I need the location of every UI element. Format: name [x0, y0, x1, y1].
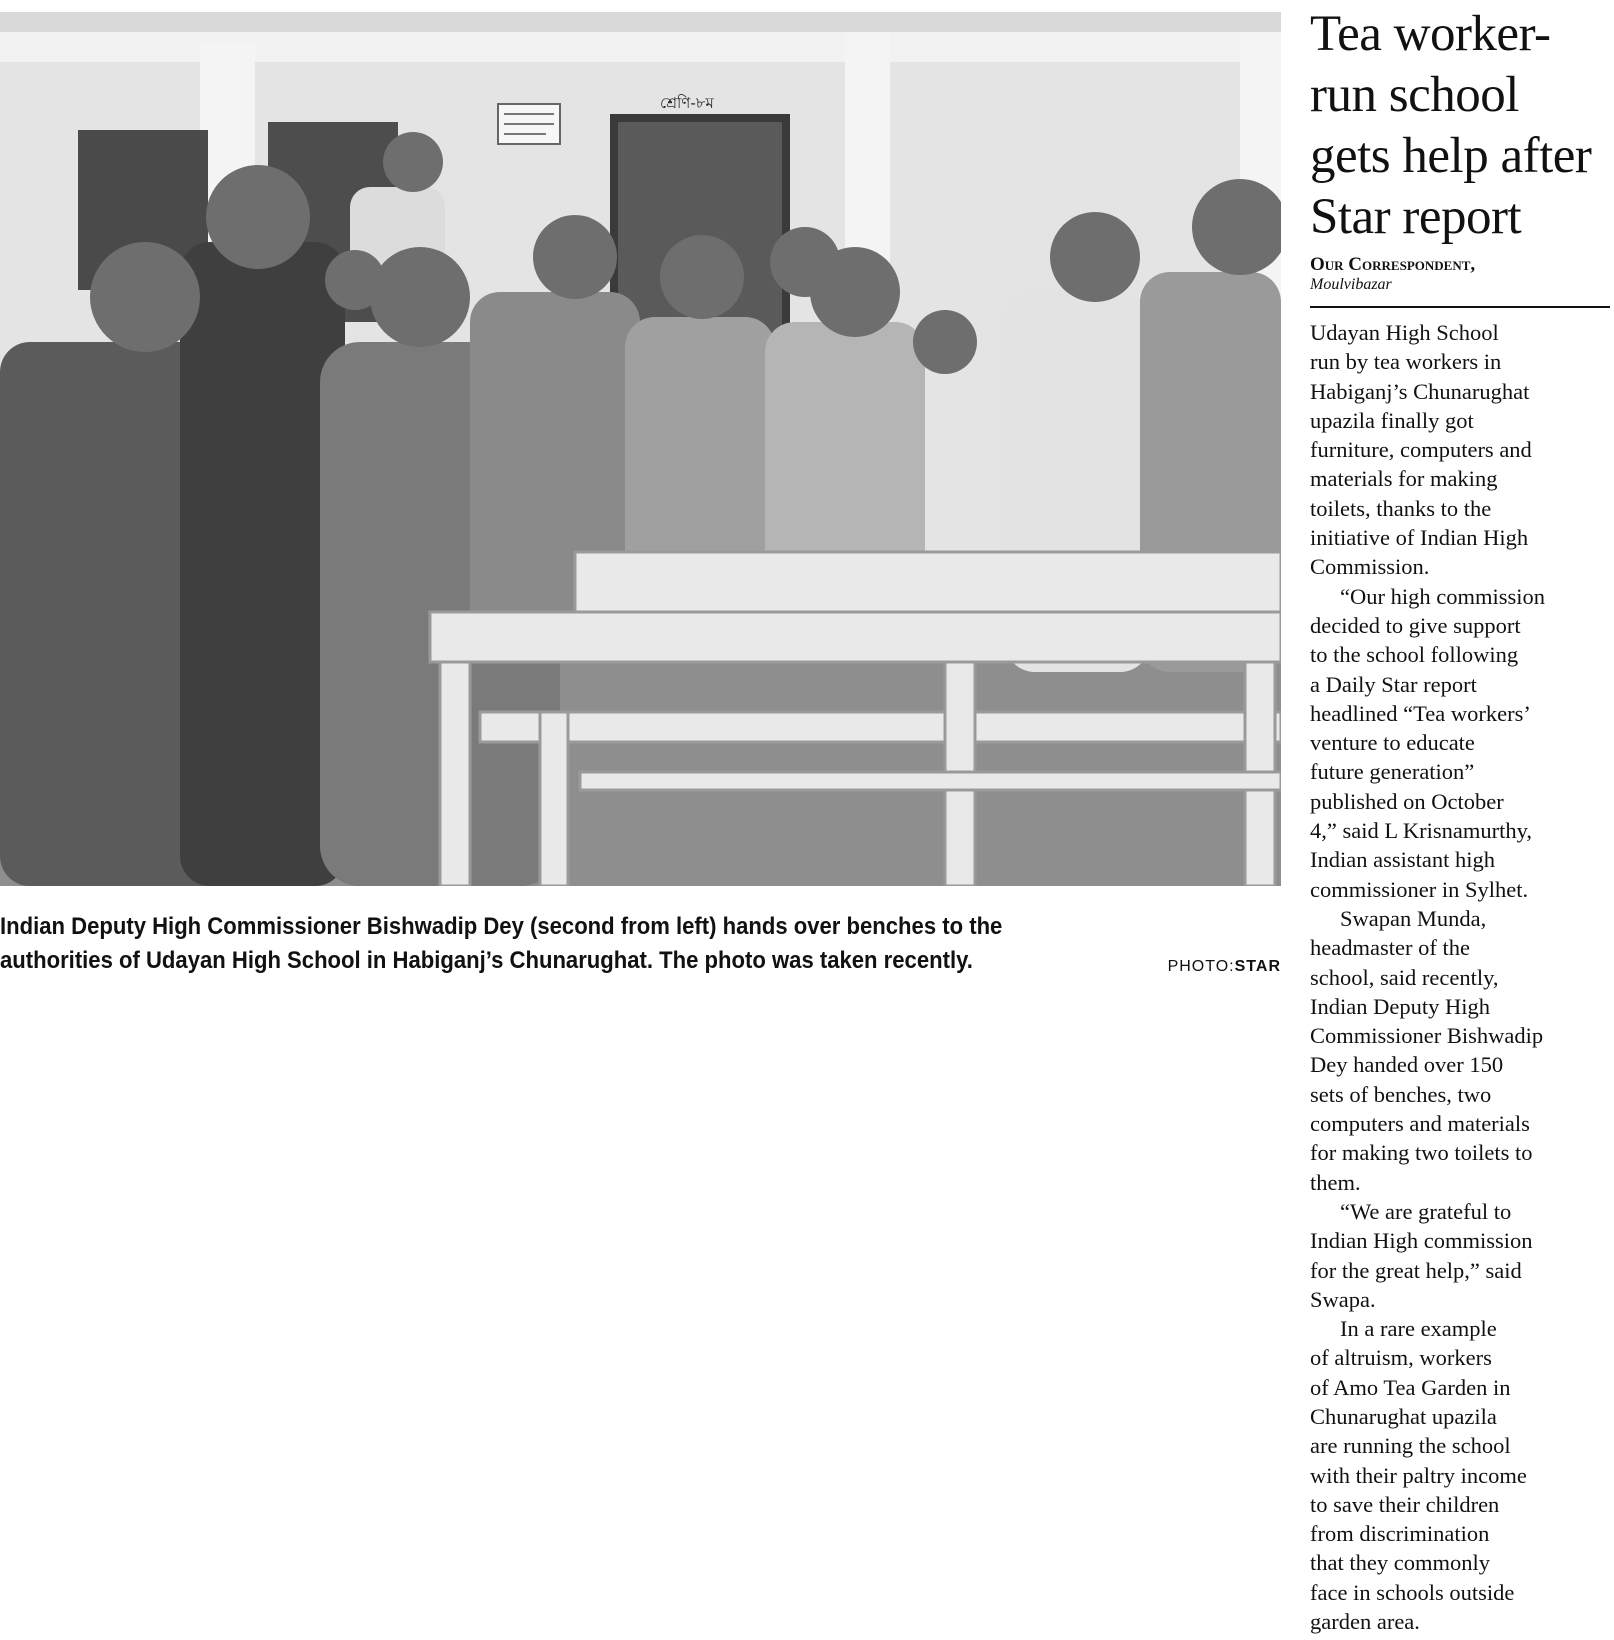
headline-text: Tea worker- run school gets help after Star report [1310, 6, 1592, 245]
byline-divider [1310, 306, 1610, 308]
headline [1310, 4, 1610, 248]
article [1310, 4, 1610, 1636]
paragraph: Swapan Munda, headmaster of the school, said recently, Indian Deputy High Commissioner Bishwadip Dey handed over 150 sets of benches, two computers and materials for making two toilets to them. [1310, 905, 1544, 1195]
paragraph: “We are grateful to Indian High commission for the great help,” said Swapa. [1310, 1198, 1533, 1312]
paragraph: Udayan High School run by tea workers in Habiganj’s Chunarughat upazila finally got furniture, computers and materials for making toilets, thanks to the initiative of Indian High Commission. [1310, 320, 1532, 580]
photo-caption: Indian Deputy High Commissioner Bishwadip Dey (second from left) hands over benches to the authorities of Udayan High School in Habiganj’s Chunarughat. The photo was taken recently. [0, 913, 1003, 974]
photo-credit [1168, 958, 1281, 976]
photo-credit-source: STAR [1234, 958, 1281, 975]
byline: Our Correspondent, [1310, 254, 1476, 275]
class-sign: শ্রেণি-৮ম [660, 94, 714, 112]
article-body [1310, 318, 1610, 1636]
photo-credit-label: PHOTO: [1167, 958, 1235, 975]
group-photo-illustration [0, 12, 1281, 886]
paragraph: In a rare example of altruism, workers of Amo Tea Garden in Chunarughat upazila are running the school with their paltry income to save their children from discrimination that they commonly face in schools outside garden area. [1310, 1316, 1527, 1635]
dateline: Moulvibazar [1310, 276, 1392, 293]
news-photo [0, 12, 1281, 886]
paragraph: “Our high commission decided to give support to the school following a Daily Star report headlined “Tea workers’ venture to educate future generation” published on October 4,” said L Krisnamurthy, Indian assistant high commissioner in Sylhet. [1310, 583, 1545, 902]
